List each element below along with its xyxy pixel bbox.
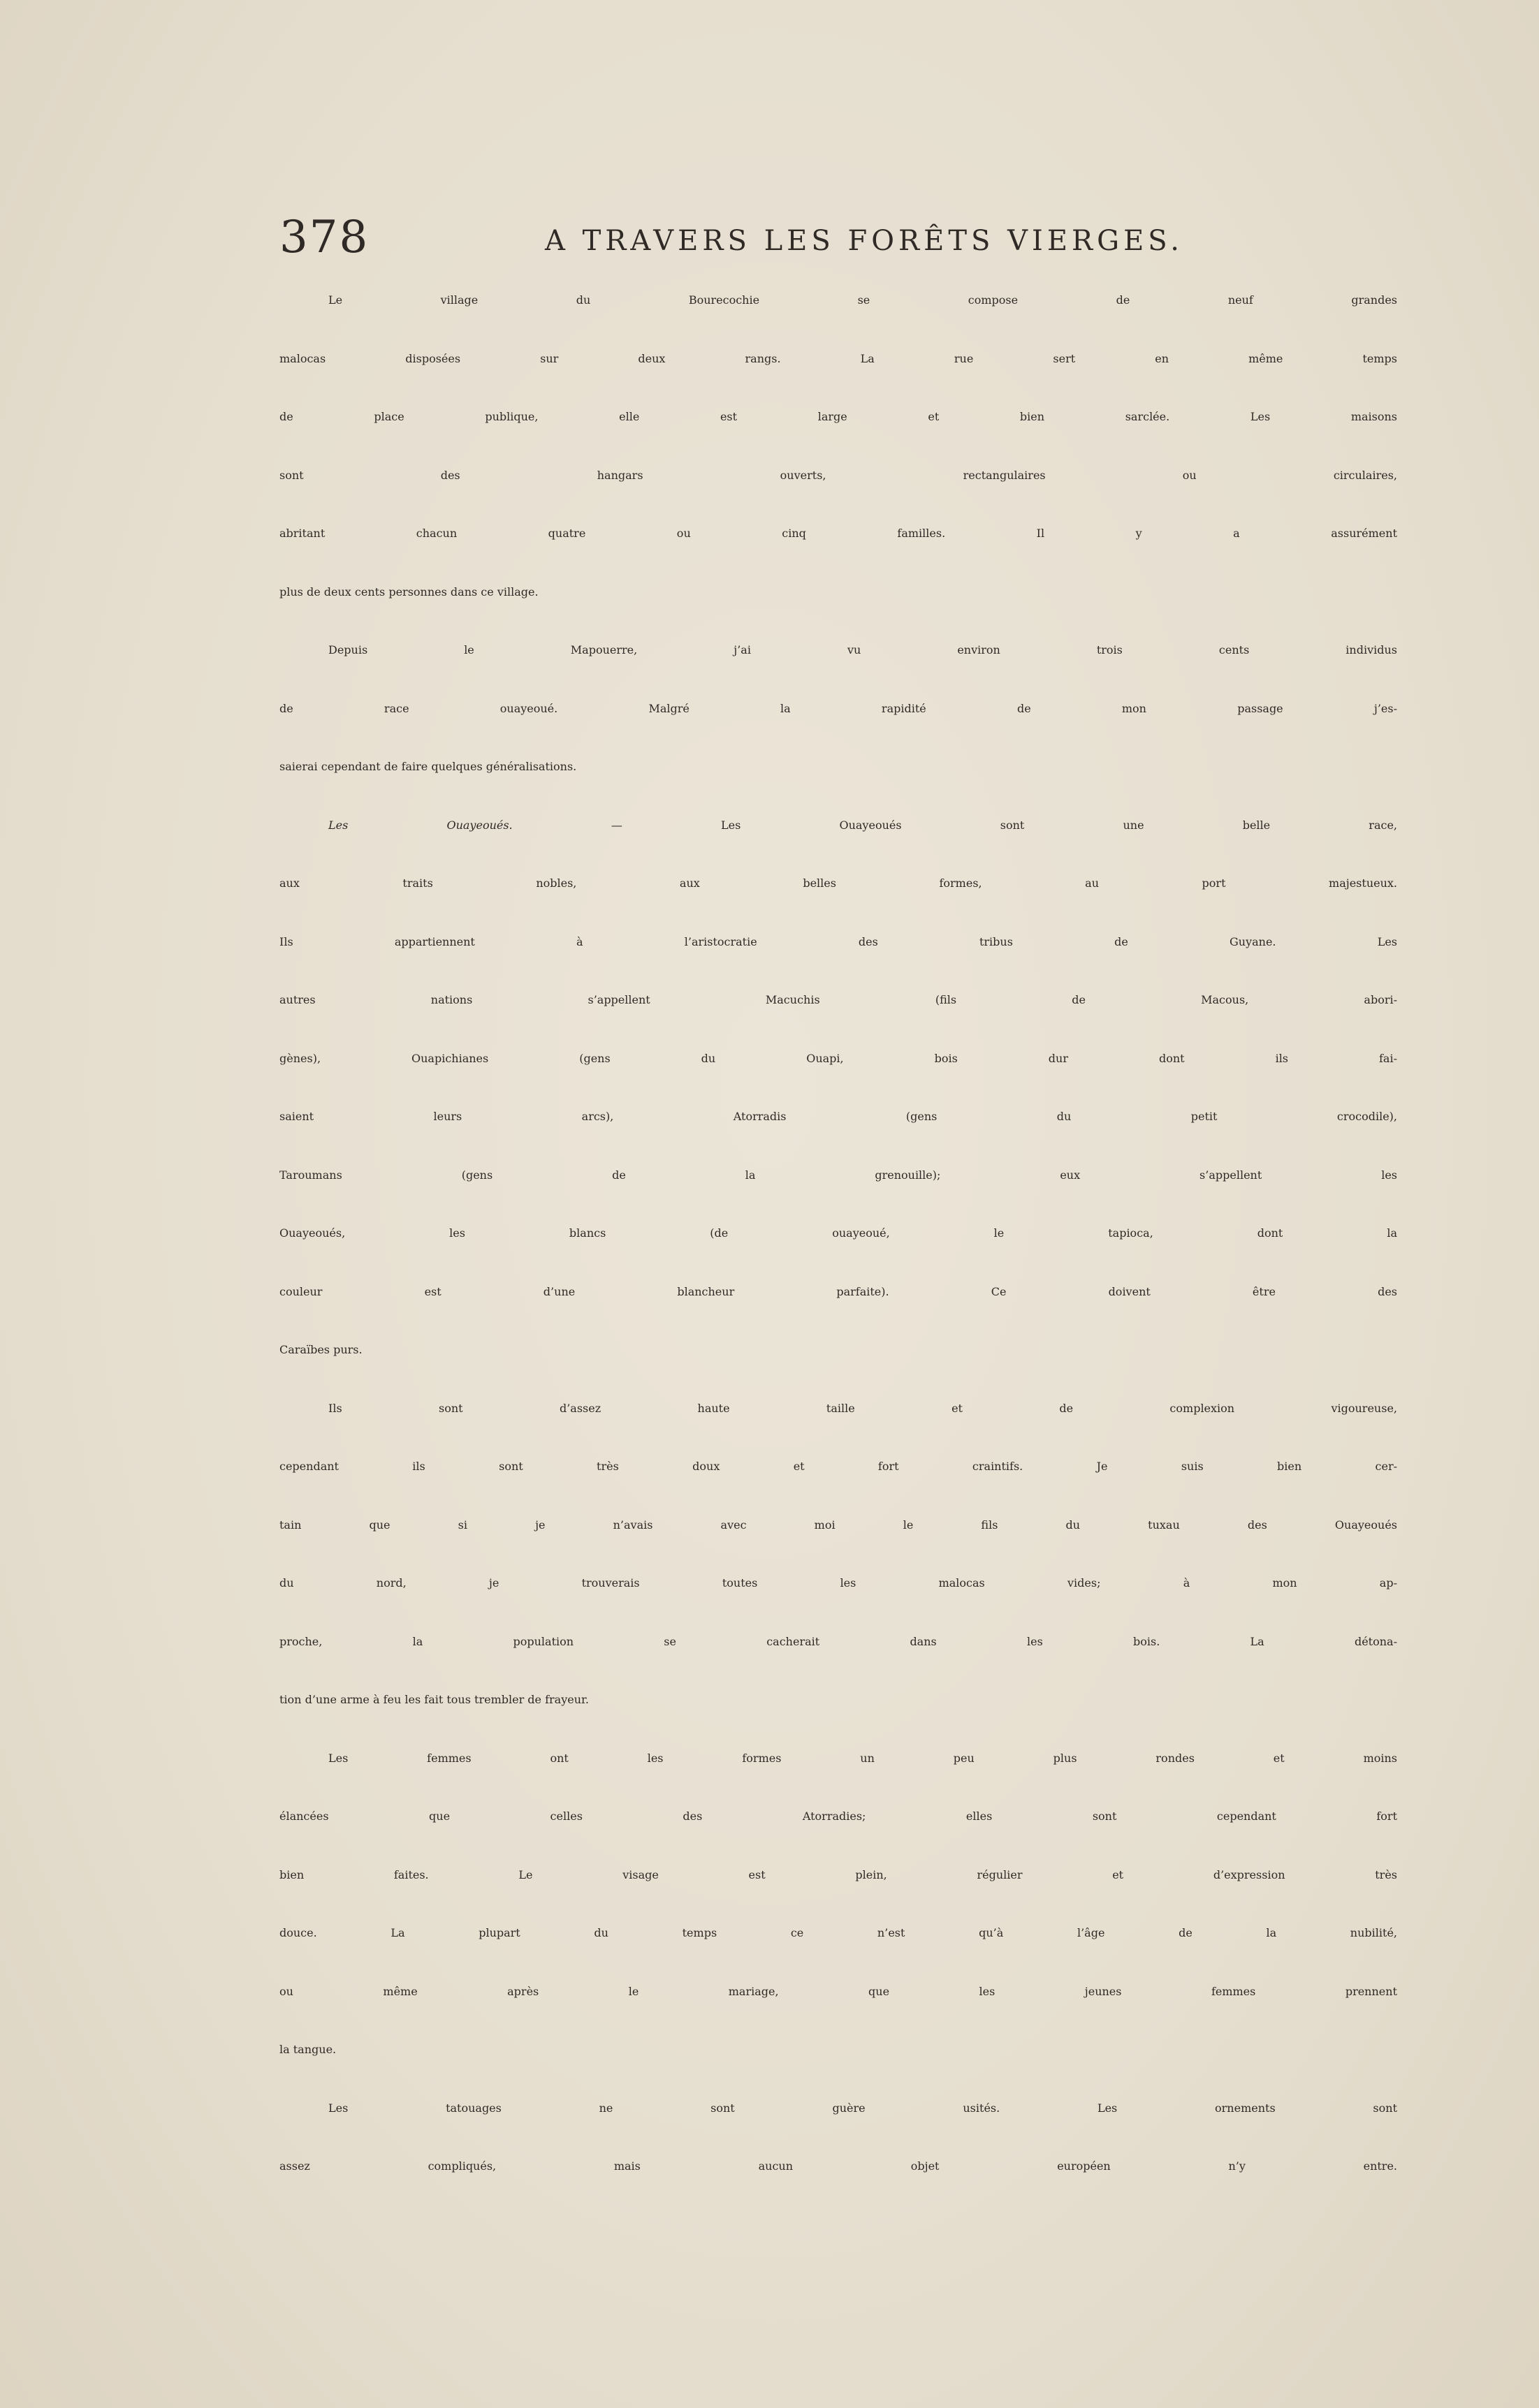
body-text (279, 293, 1397, 2218)
section-heading: Les Ouayeoués. (328, 818, 513, 832)
text-line: Le village du Bourecochie se compose de neuf grandes (328, 293, 1397, 307)
page-number: 378 (279, 212, 370, 263)
text-line: Ouayeoués, les blancs (de ouayeoué, le tapioca, dont la (279, 1226, 1397, 1240)
text-line: la tangue. (279, 2043, 337, 2056)
text-line: de place publique, elle est large et bien sarclée. Les maisons (279, 410, 1397, 423)
text-fragment: — Les Ouayeoués sont une belle race, (512, 818, 1397, 832)
paragraph-5 (279, 1752, 1397, 2101)
text-line: tain que si je n’avais avec moi le fils du tuxau des Ouayeoués (279, 1518, 1397, 1532)
text-line: du nord, je trouverais toutes les malocas vides; à mon ap- (279, 1576, 1397, 1590)
text-line: douce. La plupart du temps ce n’est qu’à l’âge de la nubilité, (279, 1926, 1397, 1939)
running-head: A TRAVERS LES FORÊTS VIERGES. (545, 225, 1183, 257)
text-line: abritant chacun quatre ou cinq familles. Il y a assurément (279, 527, 1397, 540)
text-line: autres nations s’appellent Macuchis (fils de Macous, abori- (279, 993, 1397, 1006)
paragraph-4 (279, 1402, 1397, 1752)
text-line: aux traits nobles, aux belles formes, au port majestueux. (279, 876, 1397, 890)
text-line: Taroumans (gens de la grenouille); eux s’appellent les (279, 1168, 1397, 1182)
text-line (279, 818, 1397, 877)
text-line: ou même après le mariage, que les jeunes femmes prennent (279, 1984, 1397, 1998)
text-line: Ils sont d’assez haute taille et de complexion vigoureuse, (328, 1401, 1397, 1415)
paragraph-6 (279, 2101, 1397, 2218)
paragraph-1 (279, 293, 1397, 643)
paragraph-3 (279, 818, 1397, 1402)
text-line: assez compliqués, mais aucun objet européen n’y entre. (279, 2159, 1397, 2173)
text-line: bien faites. Le visage est plein, régulier et d’expression très (279, 1867, 1397, 1881)
text-line: saierai cependant de faire quelques généralisations. (279, 760, 577, 773)
text-line: gènes), Ouapichianes (gens du Ouapi, bois dur dont ils fai- (279, 1051, 1397, 1065)
text-line: Les femmes ont les formes un peu plus rondes et moins (328, 1751, 1397, 1765)
text-line: Ils appartiennent à l’aristocratie des tribus de Guyane. Les (279, 934, 1397, 948)
text-line: élancées que celles des Atorradies; elles sont cependant fort (279, 1809, 1397, 1823)
text-line: Caraïbes purs. (279, 1343, 363, 1356)
text-line: proche, la population se cacherait dans les bois. La détona- (279, 1634, 1397, 1648)
text-line: tion d’une arme à feu les fait tous trembler de frayeur. (279, 1693, 589, 1706)
text-line: couleur est d’une blancheur parfaite). Ce doivent être des (279, 1284, 1397, 1298)
text-line: Depuis le Mapouerre, j’ai vu environ trois cents individus (328, 643, 1397, 656)
text-line: plus de deux cents personnes dans ce village. (279, 585, 539, 599)
text-line: malocas disposées sur deux rangs. La rue sert en même temps (279, 351, 1397, 365)
text-line: Les tatouages ne sont guère usités. Les ornements sont (328, 2101, 1397, 2115)
paragraph-2 (279, 643, 1397, 818)
text-line: sont des hangars ouverts, rectangulaires ou circulaires, (279, 468, 1397, 482)
page-header (279, 210, 1404, 265)
text-line: cependant ils sont très doux et fort craintifs. Je suis bien cer- (279, 1460, 1397, 1473)
text-line: saient leurs arcs), Atorradis (gens du petit crocodile), (279, 1110, 1397, 1123)
text-line: de race ouayeoué. Malgré la rapidité de mon passage j’es- (279, 701, 1397, 715)
